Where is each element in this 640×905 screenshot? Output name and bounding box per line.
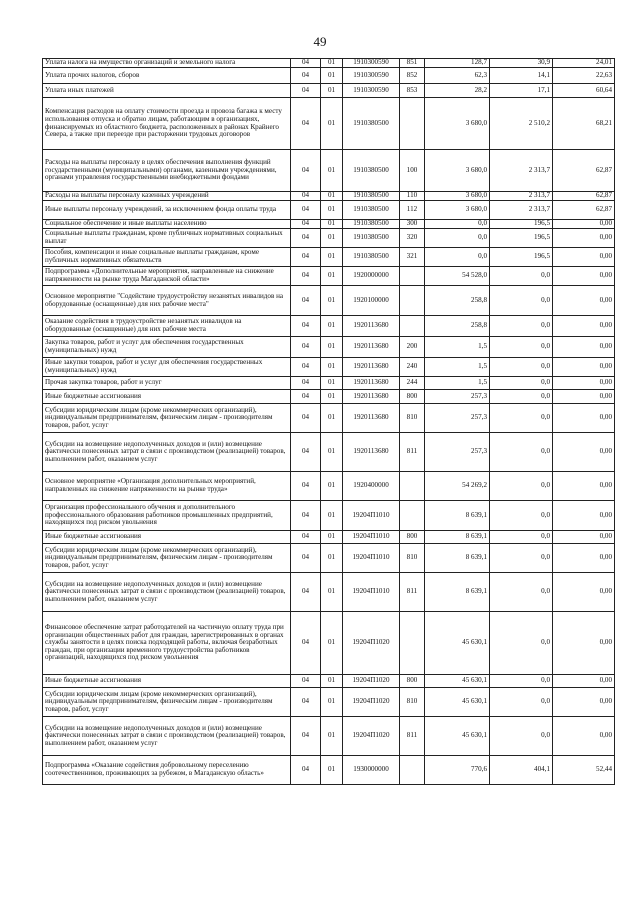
approved-amount: 1,5 xyxy=(425,337,490,358)
section-code: 04 xyxy=(291,316,321,337)
section-code: 04 xyxy=(291,192,321,201)
table-row xyxy=(43,267,615,286)
approved-amount: 3 680,0 xyxy=(425,98,490,150)
section-code: 04 xyxy=(291,717,321,756)
target-article-code: 1910380500 xyxy=(343,98,400,150)
approved-amount: 8 639,1 xyxy=(425,573,490,612)
execution-percent: 0,00 xyxy=(553,286,615,316)
expense-type-code xyxy=(400,612,425,675)
subsection-code: 01 xyxy=(321,229,343,248)
approved-amount: 54 528,0 xyxy=(425,267,490,286)
target-article-code: 1920113680 xyxy=(343,390,400,404)
subsection-code: 01 xyxy=(321,220,343,229)
execution-percent: 0,00 xyxy=(553,688,615,717)
row-name: Субсидии на возмещение недополученных доходов и (или) возмещение фактически понесенных затрат в связи с производством (реализацией) товаров, выполнением работ, оказанием услуг xyxy=(43,433,291,472)
executed-amount: 2 313,7 xyxy=(490,192,553,201)
executed-amount: 2 313,7 xyxy=(490,201,553,220)
section-code: 04 xyxy=(291,573,321,612)
section-code: 04 xyxy=(291,390,321,404)
approved-amount: 62,3 xyxy=(425,68,490,84)
table-row xyxy=(43,688,615,717)
executed-amount: 0,0 xyxy=(490,472,553,501)
execution-percent: 62,87 xyxy=(553,150,615,192)
row-name: Подпрограмма «Оказание содействия добровольному переселению соотечественников, проживающих за рубежом, в Магаданскую область» xyxy=(43,756,291,785)
executed-amount: 0,0 xyxy=(490,675,553,688)
target-article-code: 1920113680 xyxy=(343,358,400,377)
target-article-code: 1920000000 xyxy=(343,267,400,286)
expense-type-code xyxy=(400,472,425,501)
target-article-code: 1910380500 xyxy=(343,201,400,220)
expense-type-code: 800 xyxy=(400,675,425,688)
expense-type-code: 810 xyxy=(400,544,425,573)
approved-amount: 1,5 xyxy=(425,377,490,390)
execution-percent: 0,00 xyxy=(553,248,615,267)
table-body xyxy=(43,59,615,785)
row-name: Подпрограмма «Дополнительные мероприятия, направленные на снижение напряженности на рынке труда Магаданской области» xyxy=(43,267,291,286)
section-code: 04 xyxy=(291,501,321,531)
section-code: 04 xyxy=(291,286,321,316)
executed-amount: 0,0 xyxy=(490,267,553,286)
approved-amount: 1,5 xyxy=(425,358,490,377)
target-article-code: 1910300590 xyxy=(343,59,400,68)
execution-percent: 60,64 xyxy=(553,84,615,98)
table-row xyxy=(43,192,615,201)
section-code: 04 xyxy=(291,358,321,377)
row-name: Основное мероприятие «Организация дополнительных мероприятий, направленных на снижение напряженности на рынке труда» xyxy=(43,472,291,501)
row-name: Субсидии на возмещение недополученных доходов и (или) возмещение фактически понесенных затрат в связи с производством (реализацией) товаров, выполнением работ, оказанием услуг xyxy=(43,717,291,756)
expense-type-code: 200 xyxy=(400,337,425,358)
expense-type-code: 811 xyxy=(400,433,425,472)
section-code: 04 xyxy=(291,612,321,675)
execution-percent: 0,00 xyxy=(553,316,615,337)
row-name: Субсидии юридическим лицам (кроме некоммерческих организаций), индивидуальным предпринимателям, физическим лицам - производителям товаров, работ, услуг xyxy=(43,688,291,717)
target-article-code: 1920400000 xyxy=(343,472,400,501)
section-code: 04 xyxy=(291,756,321,785)
section-code: 04 xyxy=(291,472,321,501)
subsection-code: 01 xyxy=(321,717,343,756)
target-article-code: 19204П1020 xyxy=(343,717,400,756)
table-row xyxy=(43,150,615,192)
approved-amount: 0,0 xyxy=(425,220,490,229)
executed-amount: 196,5 xyxy=(490,229,553,248)
table-row xyxy=(43,404,615,433)
expense-type-code: 800 xyxy=(400,390,425,404)
table-row xyxy=(43,68,615,84)
approved-amount: 54 269,2 xyxy=(425,472,490,501)
subsection-code: 01 xyxy=(321,675,343,688)
expense-type-code xyxy=(400,267,425,286)
row-name: Расходы на выплаты персоналу казенных учреждений xyxy=(43,192,291,201)
section-code: 04 xyxy=(291,433,321,472)
table-row xyxy=(43,84,615,98)
target-article-code: 1920100000 xyxy=(343,286,400,316)
row-name: Иные бюджетные ассигнования xyxy=(43,531,291,544)
subsection-code: 01 xyxy=(321,544,343,573)
row-name: Субсидии юридическим лицам (кроме некоммерческих организаций), индивидуальным предпринимателям, физическим лицам - производителям товаров, работ, услуг xyxy=(43,544,291,573)
execution-percent: 24,01 xyxy=(553,59,615,68)
row-name: Иные закупки товаров, работ и услуг для обеспечения государственных (муниципальных) нужд xyxy=(43,358,291,377)
table-row xyxy=(43,717,615,756)
section-code: 04 xyxy=(291,531,321,544)
execution-percent: 22,63 xyxy=(553,68,615,84)
subsection-code: 01 xyxy=(321,84,343,98)
subsection-code: 01 xyxy=(321,248,343,267)
executed-amount: 0,0 xyxy=(490,358,553,377)
expense-type-code xyxy=(400,501,425,531)
executed-amount: 0,0 xyxy=(490,390,553,404)
table-row xyxy=(43,248,615,267)
executed-amount: 14,1 xyxy=(490,68,553,84)
target-article-code: 19204П1010 xyxy=(343,544,400,573)
row-name: Иные выплаты персоналу учреждений, за исключением фонда оплаты труда xyxy=(43,201,291,220)
execution-percent: 0,00 xyxy=(553,717,615,756)
section-code: 04 xyxy=(291,201,321,220)
expense-type-code: 811 xyxy=(400,573,425,612)
executed-amount: 0,0 xyxy=(490,573,553,612)
execution-percent: 0,00 xyxy=(553,573,615,612)
target-article-code: 1920113680 xyxy=(343,377,400,390)
executed-amount: 30,9 xyxy=(490,59,553,68)
executed-amount: 0,0 xyxy=(490,501,553,531)
expense-type-code: 244 xyxy=(400,377,425,390)
table-row xyxy=(43,229,615,248)
execution-percent: 0,00 xyxy=(553,501,615,531)
expense-type-code: 110 xyxy=(400,192,425,201)
section-code: 04 xyxy=(291,337,321,358)
approved-amount: 8 639,1 xyxy=(425,531,490,544)
executed-amount: 404,1 xyxy=(490,756,553,785)
expense-type-code xyxy=(400,316,425,337)
target-article-code: 1920113680 xyxy=(343,404,400,433)
row-name: Компенсация расходов на оплату стоимости проезда и провоза багажа к месту использования отпуска и обратно лицам, работающим в организациях, финансируемых из областного бюджета, расположенных в районах Крайнего Севера, а также при переезде при расторжении трудовых договоров xyxy=(43,98,291,150)
section-code: 04 xyxy=(291,229,321,248)
row-name: Уплата прочих налогов, сборов xyxy=(43,68,291,84)
subsection-code: 01 xyxy=(321,612,343,675)
target-article-code: 1910380500 xyxy=(343,229,400,248)
row-name: Иные бюджетные ассигнования xyxy=(43,390,291,404)
execution-percent: 0,00 xyxy=(553,544,615,573)
subsection-code: 01 xyxy=(321,756,343,785)
expense-type-code: 321 xyxy=(400,248,425,267)
table-row xyxy=(43,358,615,377)
expense-type-code xyxy=(400,756,425,785)
target-article-code: 19204П1010 xyxy=(343,531,400,544)
execution-percent: 0,00 xyxy=(553,675,615,688)
execution-percent: 0,00 xyxy=(553,337,615,358)
expense-type-code: 852 xyxy=(400,68,425,84)
row-name: Иные бюджетные ассигнования xyxy=(43,675,291,688)
approved-amount: 28,2 xyxy=(425,84,490,98)
section-code: 04 xyxy=(291,68,321,84)
section-code: 04 xyxy=(291,404,321,433)
subsection-code: 01 xyxy=(321,316,343,337)
subsection-code: 01 xyxy=(321,59,343,68)
table-row xyxy=(43,201,615,220)
target-article-code: 19204П1020 xyxy=(343,612,400,675)
subsection-code: 01 xyxy=(321,192,343,201)
subsection-code: 01 xyxy=(321,433,343,472)
approved-amount: 257,3 xyxy=(425,390,490,404)
table-row xyxy=(43,544,615,573)
subsection-code: 01 xyxy=(321,150,343,192)
target-article-code: 1920113680 xyxy=(343,337,400,358)
target-article-code: 1920113680 xyxy=(343,433,400,472)
target-article-code: 1910300590 xyxy=(343,84,400,98)
execution-percent: 0,00 xyxy=(553,531,615,544)
table-row xyxy=(43,316,615,337)
approved-amount: 8 639,1 xyxy=(425,501,490,531)
table-row xyxy=(43,472,615,501)
table-row xyxy=(43,286,615,316)
subsection-code: 01 xyxy=(321,688,343,717)
executed-amount: 0,0 xyxy=(490,544,553,573)
section-code: 04 xyxy=(291,150,321,192)
expense-type-code: 851 xyxy=(400,59,425,68)
executed-amount: 0,0 xyxy=(490,531,553,544)
subsection-code: 01 xyxy=(321,286,343,316)
section-code: 04 xyxy=(291,267,321,286)
subsection-code: 01 xyxy=(321,98,343,150)
row-name: Расходы на выплаты персоналу в целях обеспечения выполнения функций государственными (муниципальными) органами, казенными учреждениями, органами управления государственными внебюджетными фондами xyxy=(43,150,291,192)
subsection-code: 01 xyxy=(321,68,343,84)
budget-table xyxy=(42,58,615,785)
approved-amount: 128,7 xyxy=(425,59,490,68)
table-row xyxy=(43,390,615,404)
table-row xyxy=(43,675,615,688)
row-name: Финансовое обеспечение затрат работодателей на частичную оплату труда при организации общественных работ для граждан, зарегистрированных в органах службы занятости в целях поиска подходящей работы, включая безработных граждан, при организации временного трудоустройства работников организаций, находящихся под риском увольнения xyxy=(43,612,291,675)
executed-amount: 0,0 xyxy=(490,286,553,316)
expense-type-code: 800 xyxy=(400,531,425,544)
subsection-code: 01 xyxy=(321,501,343,531)
execution-percent: 0,00 xyxy=(553,433,615,472)
execution-percent: 0,00 xyxy=(553,404,615,433)
expense-type-code: 320 xyxy=(400,229,425,248)
expense-type-code: 810 xyxy=(400,688,425,717)
executed-amount: 2 510,2 xyxy=(490,98,553,150)
approved-amount: 3 680,0 xyxy=(425,150,490,192)
approved-amount: 3 680,0 xyxy=(425,201,490,220)
executed-amount: 0,0 xyxy=(490,433,553,472)
subsection-code: 01 xyxy=(321,573,343,612)
row-name: Оказание содействия в трудоустройстве незанятых инвалидов на оборудованные (оснащенные) для них рабочие места xyxy=(43,316,291,337)
table-row xyxy=(43,573,615,612)
approved-amount: 257,3 xyxy=(425,404,490,433)
section-code: 04 xyxy=(291,544,321,573)
executed-amount: 196,5 xyxy=(490,248,553,267)
approved-amount: 258,8 xyxy=(425,286,490,316)
subsection-code: 01 xyxy=(321,472,343,501)
table-row xyxy=(43,98,615,150)
approved-amount: 45 630,1 xyxy=(425,717,490,756)
target-article-code: 1910380500 xyxy=(343,220,400,229)
execution-percent: 0,00 xyxy=(553,358,615,377)
table-row xyxy=(43,377,615,390)
target-article-code: 1910380500 xyxy=(343,248,400,267)
execution-percent: 0,00 xyxy=(553,612,615,675)
approved-amount: 45 630,1 xyxy=(425,688,490,717)
row-name: Уплата иных платежей xyxy=(43,84,291,98)
execution-percent: 0,00 xyxy=(553,220,615,229)
target-article-code: 1910300590 xyxy=(343,68,400,84)
target-article-code: 1930000000 xyxy=(343,756,400,785)
target-article-code: 19204П1010 xyxy=(343,501,400,531)
target-article-code: 19204П1010 xyxy=(343,573,400,612)
expense-type-code xyxy=(400,98,425,150)
subsection-code: 01 xyxy=(321,404,343,433)
execution-percent: 68,21 xyxy=(553,98,615,150)
executed-amount: 0,0 xyxy=(490,717,553,756)
approved-amount: 770,6 xyxy=(425,756,490,785)
row-name: Социальные выплаты гражданам, кроме публичных нормативных социальных выплат xyxy=(43,229,291,248)
subsection-code: 01 xyxy=(321,337,343,358)
row-name: Субсидии юридическим лицам (кроме некоммерческих организаций), индивидуальным предпринимателям, физическим лицам - производителям товаров, работ, услуг xyxy=(43,404,291,433)
subsection-code: 01 xyxy=(321,531,343,544)
subsection-code: 01 xyxy=(321,267,343,286)
row-name: Прочая закупка товаров, работ и услуг xyxy=(43,377,291,390)
section-code: 04 xyxy=(291,84,321,98)
expense-type-code: 100 xyxy=(400,150,425,192)
section-code: 04 xyxy=(291,98,321,150)
execution-percent: 0,00 xyxy=(553,377,615,390)
table-row xyxy=(43,756,615,785)
expense-type-code: 112 xyxy=(400,201,425,220)
section-code: 04 xyxy=(291,248,321,267)
execution-percent: 52,44 xyxy=(553,756,615,785)
expense-type-code: 300 xyxy=(400,220,425,229)
section-code: 04 xyxy=(291,377,321,390)
table-row xyxy=(43,220,615,229)
target-article-code: 19204П1020 xyxy=(343,688,400,717)
table-row xyxy=(43,59,615,68)
target-article-code: 1920113680 xyxy=(343,316,400,337)
section-code: 04 xyxy=(291,59,321,68)
executed-amount: 0,0 xyxy=(490,688,553,717)
executed-amount: 0,0 xyxy=(490,404,553,433)
execution-percent: 0,00 xyxy=(553,267,615,286)
expense-type-code: 853 xyxy=(400,84,425,98)
target-article-code: 1910380500 xyxy=(343,150,400,192)
table-row xyxy=(43,433,615,472)
approved-amount: 257,3 xyxy=(425,433,490,472)
executed-amount: 0,0 xyxy=(490,612,553,675)
target-article-code: 19204П1020 xyxy=(343,675,400,688)
row-name: Уплата налога на имущество организаций и земельного налога xyxy=(43,59,291,68)
execution-percent: 0,00 xyxy=(553,390,615,404)
row-name: Основное мероприятие "Содействие трудоустройству незанятых инвалидов на оборудованные (оснащенные) для них рабочие места" xyxy=(43,286,291,316)
approved-amount: 0,0 xyxy=(425,229,490,248)
approved-amount: 0,0 xyxy=(425,248,490,267)
expense-type-code xyxy=(400,286,425,316)
execution-percent: 0,00 xyxy=(553,229,615,248)
row-name: Субсидии на возмещение недополученных доходов и (или) возмещение фактически понесенных затрат в связи с производством (реализацией) товаров, выполнением работ, оказанием услуг xyxy=(43,573,291,612)
expense-type-code: 810 xyxy=(400,404,425,433)
executed-amount: 0,0 xyxy=(490,316,553,337)
executed-amount: 0,0 xyxy=(490,377,553,390)
section-code: 04 xyxy=(291,220,321,229)
executed-amount: 196,5 xyxy=(490,220,553,229)
approved-amount: 45 630,1 xyxy=(425,612,490,675)
execution-percent: 0,00 xyxy=(553,472,615,501)
executed-amount: 0,0 xyxy=(490,337,553,358)
table-row xyxy=(43,337,615,358)
subsection-code: 01 xyxy=(321,390,343,404)
row-name: Организация профессионального обучения и дополнительного профессионального образования работников промышленных предприятий, находящихся под риском увольнения xyxy=(43,501,291,531)
section-code: 04 xyxy=(291,688,321,717)
page-number: 49 xyxy=(313,34,327,49)
table-row xyxy=(43,501,615,531)
row-name: Социальное обеспечение и иные выплаты населению xyxy=(43,220,291,229)
expense-type-code: 240 xyxy=(400,358,425,377)
executed-amount: 2 313,7 xyxy=(490,150,553,192)
approved-amount: 45 630,1 xyxy=(425,675,490,688)
execution-percent: 62,87 xyxy=(553,201,615,220)
execution-percent: 62,87 xyxy=(553,192,615,201)
expense-type-code: 811 xyxy=(400,717,425,756)
approved-amount: 258,8 xyxy=(425,316,490,337)
row-name: Пособия, компенсации и иные социальные выплаты гражданам, кроме публичных нормативных обязательств xyxy=(43,248,291,267)
target-article-code: 1910380500 xyxy=(343,192,400,201)
subsection-code: 01 xyxy=(321,201,343,220)
approved-amount: 8 639,1 xyxy=(425,544,490,573)
table-row xyxy=(43,531,615,544)
section-code: 04 xyxy=(291,675,321,688)
subsection-code: 01 xyxy=(321,377,343,390)
approved-amount: 3 680,0 xyxy=(425,192,490,201)
row-name: Закупка товаров, работ и услуг для обеспечения государственных (муниципальных) нужд xyxy=(43,337,291,358)
table-row xyxy=(43,612,615,675)
subsection-code: 01 xyxy=(321,358,343,377)
executed-amount: 17,1 xyxy=(490,84,553,98)
